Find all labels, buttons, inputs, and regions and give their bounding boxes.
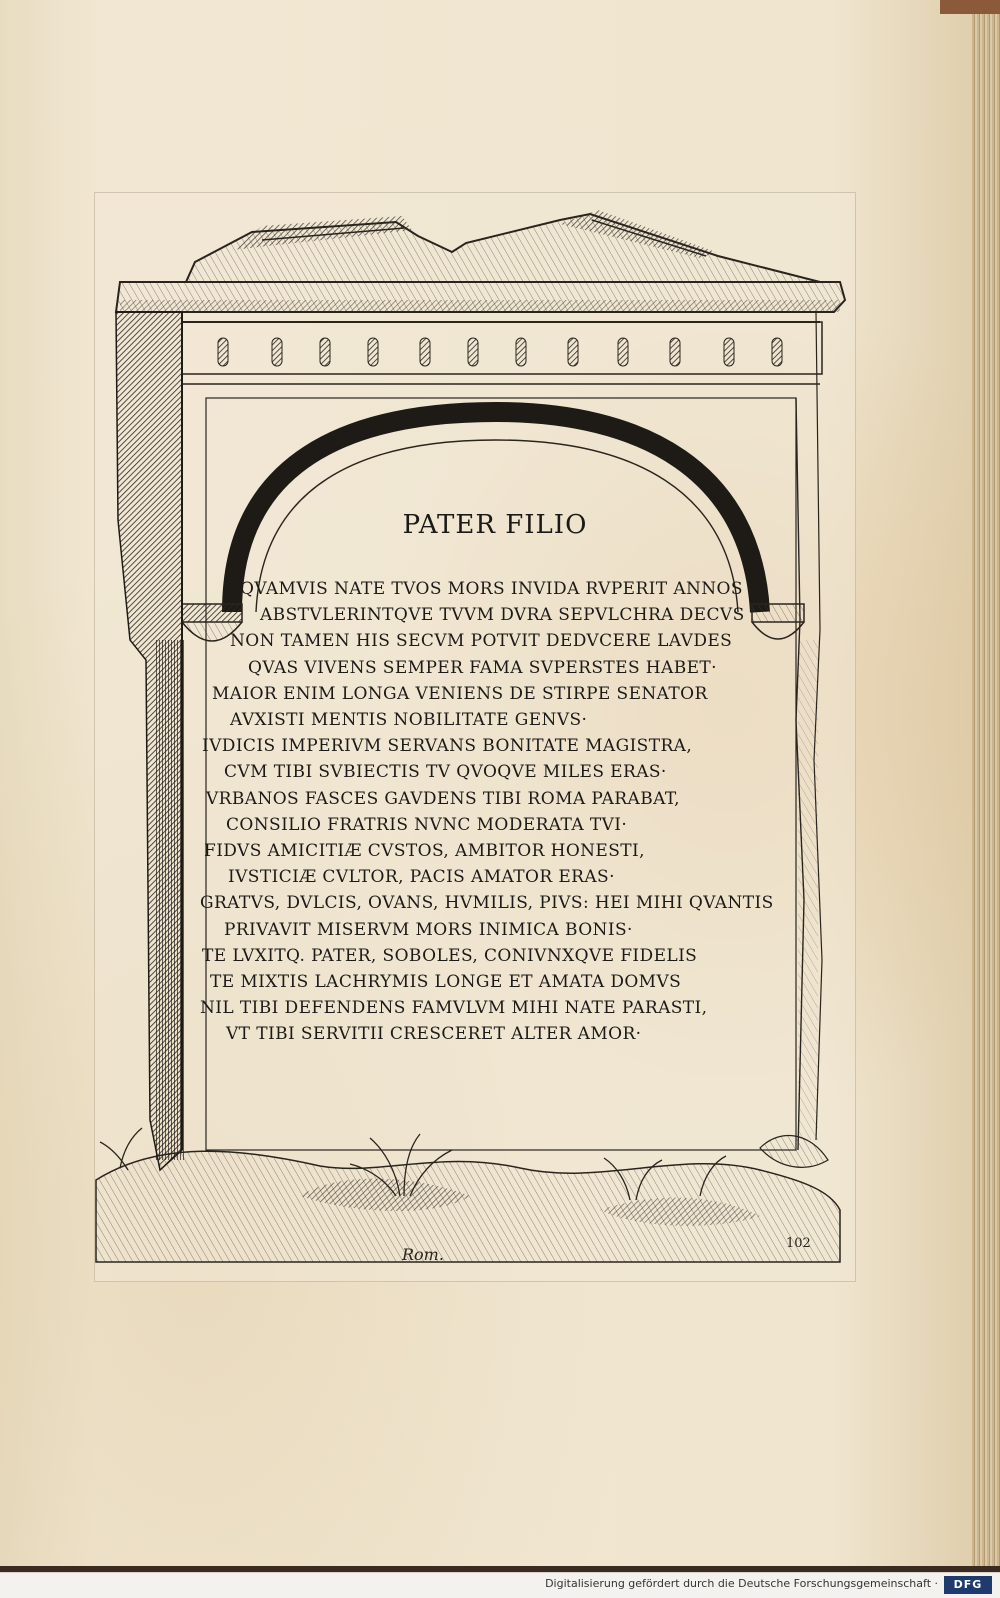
inscription-line: IVSTICIÆ CVLTOR, PACIS AMATOR ERAS· xyxy=(228,867,615,888)
inscription-line: VT TIBI SERVITII CRESCERET ALTER AMOR· xyxy=(226,1024,642,1045)
inscription-line: QVAS VIVENS SEMPER FAMA SVPERSTES HABET· xyxy=(248,657,717,678)
plate-number: 102 xyxy=(786,1236,811,1251)
inscription-line: CONSILIO FRATRIS NVNC MODERATA TVI· xyxy=(226,814,628,835)
dentil-frieze xyxy=(182,322,822,398)
digitization-footer xyxy=(0,1572,1000,1598)
inscription-line: PRIVAVIT MISERVM MORS INIMICA BONIS· xyxy=(224,919,633,940)
broken-pediment xyxy=(186,210,820,282)
engraver-signature: Rom. xyxy=(402,1245,444,1264)
footer-credit: Digitalisierung gefördert durch die Deutsche Forschungsgemeinschaft · xyxy=(545,1577,938,1590)
inscription-line: MAIOR ENIM LONGA VENIENS DE STIRPE SENATOR xyxy=(212,683,708,704)
right-pier xyxy=(796,312,822,1150)
inscription-line: TE LVXITQ. PATER, SOBOLES, CONIVNXQVE FIDELIS xyxy=(202,945,698,966)
inscription-line: NIL TIBI DEFENDENS FAMVLVM MIHI NATE PARASTI, xyxy=(200,998,708,1019)
cornice xyxy=(116,282,845,322)
inscription xyxy=(200,500,790,1048)
inscription-line: ABSTVLERINTQVE TVVM DVRA SEPVLCHRA DECVS xyxy=(260,605,745,626)
inscription-line: GRATVS, DVLCIS, OVANS, HVMILIS, PIVS: HEI MIHI QVANTIS xyxy=(200,893,774,914)
inscription-line: IVDICIS IMPERIVM SERVANS BONITATE MAGISTRA, xyxy=(202,736,693,757)
inscription-line: QVAMVIS NATE TVOS MORS INVIDA RVPERIT ANNOS xyxy=(240,579,743,599)
inscription-line: NON TAMEN HIS SECVM POTVIT DEDVCERE LAVDES xyxy=(230,631,733,652)
dfg-logo: DFG xyxy=(944,1576,992,1594)
inscription-line: CVM TIBI SVBIECTIS TV QVOQVE MILES ERAS· xyxy=(224,762,667,783)
inscription-line: VRBANOS FASCES GAVDENS TIBI ROMA PARABAT, xyxy=(206,788,680,809)
left-pier xyxy=(116,312,186,1170)
inscription-line: TE MIXTIS LACHRYMIS LONGE ET AMATA DOMVS xyxy=(210,972,682,993)
inscription-line: FIDVS AMICITIÆ CVSTOS, AMBITOR HONESTI, xyxy=(204,841,645,862)
ground-foliage xyxy=(96,1128,840,1262)
inscription-title: PATER FILIO xyxy=(402,510,588,540)
inscription-line: AVXISTI MENTIS NOBILITATE GENVS· xyxy=(230,710,588,731)
